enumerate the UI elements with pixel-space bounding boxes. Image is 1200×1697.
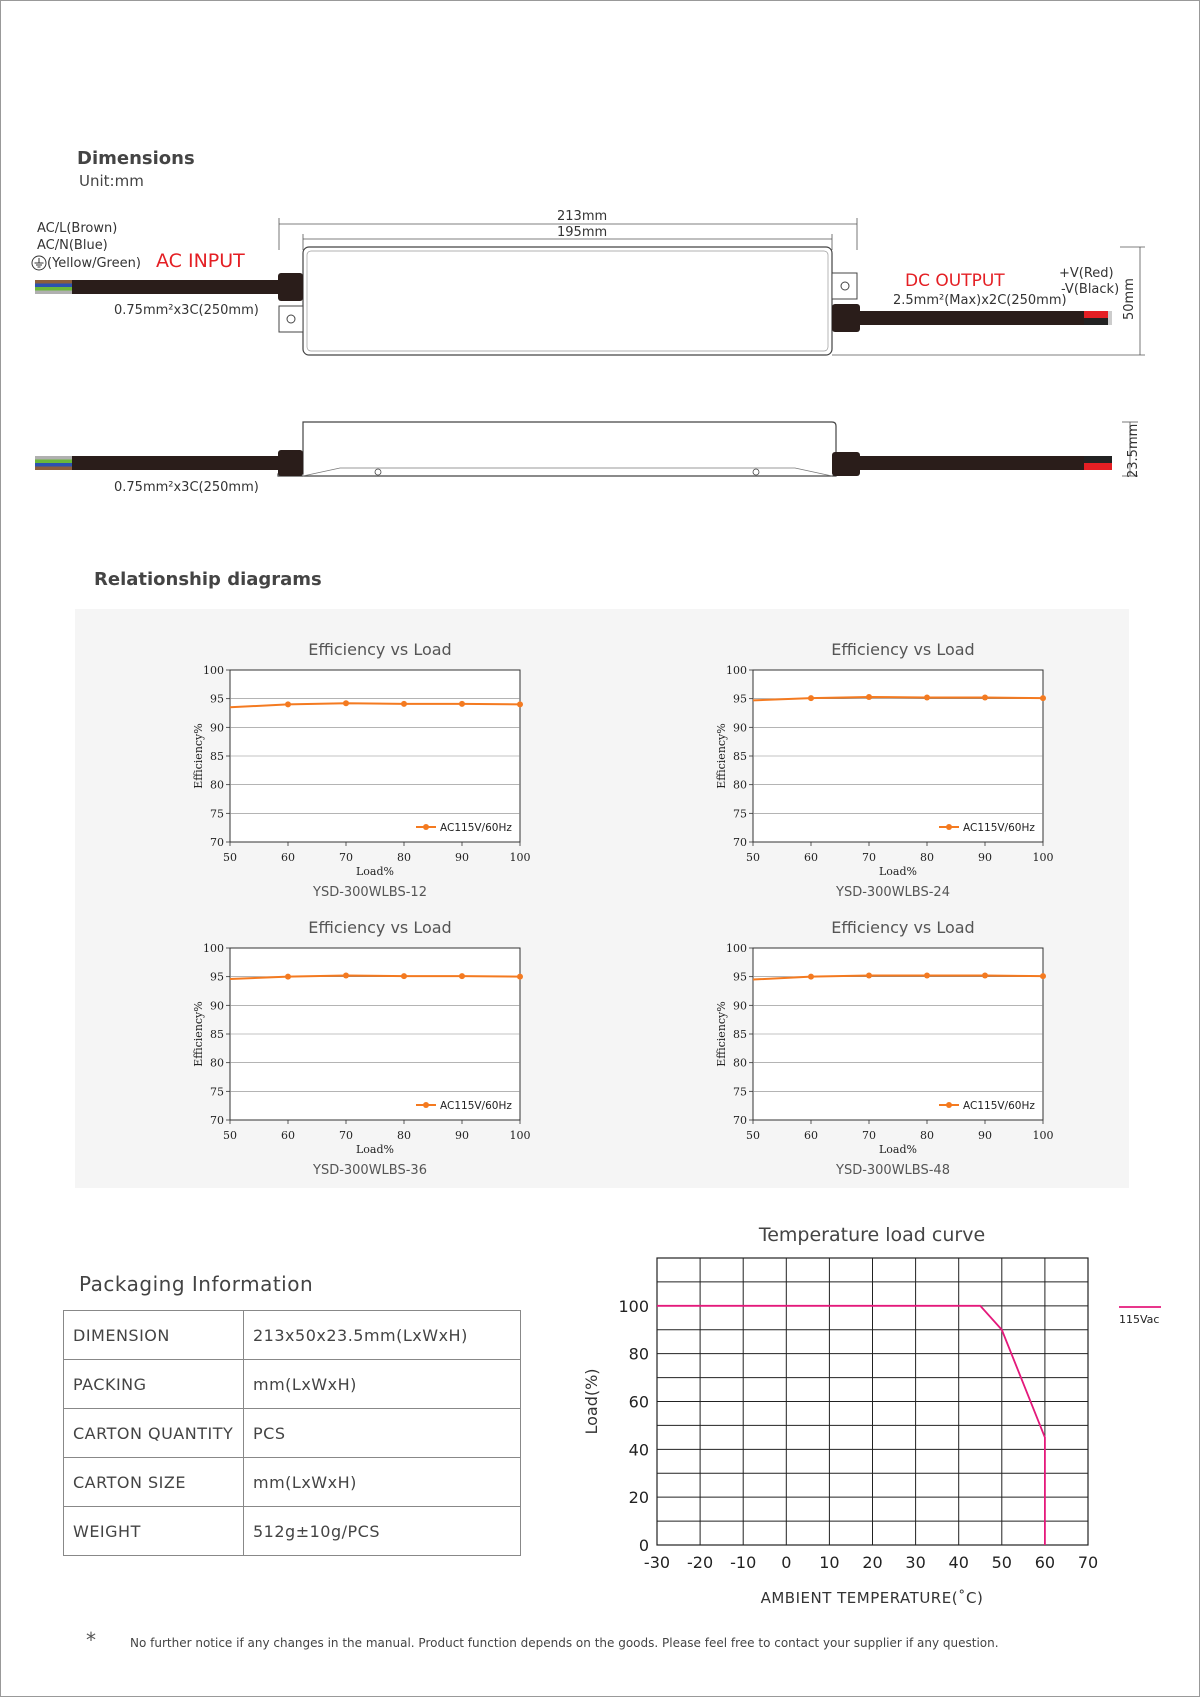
length-total: 213mm — [557, 209, 608, 224]
dc-wire-positive: +V(Red) — [1059, 266, 1114, 281]
data-point — [1040, 695, 1046, 701]
data-point — [866, 694, 872, 700]
y-tick-label: 20 — [628, 1488, 649, 1508]
y-tick-label: 60 — [628, 1392, 649, 1412]
y-tick-label: 70 — [210, 1114, 224, 1127]
data-point — [401, 973, 407, 979]
data-point — [517, 974, 523, 980]
legend-label: AC115V/60Hz — [963, 1100, 1035, 1112]
dimensions-unit: Unit:mm — [79, 172, 144, 190]
table-row — [64, 1458, 521, 1507]
data-point — [343, 973, 349, 979]
y-tick-label: 95 — [210, 970, 224, 984]
x-tick-label: 20 — [862, 1553, 883, 1572]
y-tick-label: 90 — [210, 721, 224, 735]
footnote-text: No further notice if any changes in the manual. Product function depends on the goods. Please feel free to contact your supplier if any question. — [130, 1636, 999, 1650]
y-tick-label: 40 — [628, 1440, 649, 1460]
table-row — [64, 1507, 521, 1556]
data-point — [982, 695, 988, 701]
legend-marker — [946, 1102, 952, 1108]
dc-output-label: DC OUTPUT — [905, 271, 1005, 291]
y-tick-label: 80 — [733, 1056, 747, 1070]
x-tick-label: 50 — [746, 1129, 760, 1142]
x-tick-label: 100 — [509, 851, 531, 864]
chart-title: Efficiency vs Load — [831, 640, 975, 659]
data-point — [459, 973, 465, 979]
legend-label: AC115V/60Hz — [963, 822, 1035, 834]
data-point — [866, 973, 872, 979]
model-label: YSD-300WLBS-36 — [313, 1163, 427, 1178]
dc-grommet — [832, 304, 860, 332]
chart-title: Efficiency vs Load — [831, 918, 975, 937]
x-tick-label: -20 — [687, 1553, 714, 1572]
x-tick-label: 50 — [746, 851, 760, 864]
y-tick-label: 90 — [733, 721, 747, 735]
x-tick-label: 70 — [339, 851, 353, 864]
x-tick-label: 100 — [1032, 1129, 1054, 1142]
packaging-key: WEIGHT — [64, 1507, 244, 1556]
chart-title: Efficiency vs Load — [308, 640, 452, 659]
model-label: YSD-300WLBS-12 — [313, 885, 427, 900]
y-tick-label: 100 — [618, 1296, 649, 1316]
data-point — [924, 695, 930, 701]
x-tick-label: 40 — [948, 1553, 969, 1572]
table-row — [64, 1409, 521, 1458]
x-tick-label: 90 — [455, 851, 469, 864]
y-tick-label: 95 — [733, 692, 747, 706]
y-tick-label: 90 — [733, 999, 747, 1013]
efficiency-chart-12 — [190, 637, 560, 902]
side-dc-cable — [860, 456, 1084, 470]
x-tick-label: 80 — [397, 1129, 411, 1142]
x-tick-label: 50 — [223, 1129, 237, 1142]
dc-cable — [860, 311, 1084, 325]
x-tick-label: 80 — [397, 851, 411, 864]
x-tick-label: 30 — [905, 1553, 926, 1572]
mounting-tab-left — [279, 306, 303, 332]
y-tick-label: 100 — [203, 942, 224, 955]
data-point — [517, 701, 523, 707]
x-tick-label: 70 — [862, 851, 876, 864]
data-point — [808, 974, 814, 980]
legend-label: AC115V/60Hz — [440, 822, 512, 834]
packaging-key: CARTON QUANTITY — [64, 1409, 244, 1458]
x-tick-label: 80 — [920, 851, 934, 864]
y-tick-label: 70 — [733, 836, 747, 849]
data-point — [459, 701, 465, 707]
x-tick-label: 60 — [281, 851, 295, 864]
dimensions-title: Dimensions — [77, 148, 195, 169]
x-axis-label: AMBIENT TEMPERATURE(˚C) — [760, 1589, 984, 1605]
packaging-key: CARTON SIZE — [64, 1458, 244, 1507]
y-tick-label: 100 — [726, 942, 747, 955]
y-axis-label: Load(%) — [582, 1368, 601, 1435]
temperature-load-chart — [575, 1215, 1175, 1605]
ac-input-label: AC INPUT — [156, 250, 245, 272]
x-tick-label: -30 — [643, 1553, 671, 1572]
model-label: YSD-300WLBS-48 — [836, 1163, 950, 1178]
data-point — [285, 701, 291, 707]
ac-wire-n: AC/N(Blue) — [37, 238, 108, 253]
footnote-star: * — [86, 1628, 96, 1652]
y-tick-label: 0 — [638, 1536, 649, 1555]
x-tick-label: 100 — [509, 1129, 531, 1142]
legend-marker — [423, 1102, 429, 1108]
y-tick-label: 80 — [733, 778, 747, 792]
x-tick-label: 90 — [978, 1129, 992, 1142]
y-tick-label: 80 — [210, 778, 224, 792]
data-point — [343, 700, 349, 706]
data-point — [924, 973, 930, 979]
table-row — [64, 1311, 521, 1360]
x-tick-label: 50 — [223, 851, 237, 864]
x-tick-label: -10 — [730, 1553, 757, 1572]
y-tick-label: 75 — [210, 1085, 224, 1099]
legend-marker — [946, 824, 952, 830]
x-tick-label: 100 — [1032, 851, 1054, 864]
y-tick-label: 100 — [203, 664, 224, 677]
ac-cable — [72, 280, 279, 294]
legend-marker — [423, 824, 429, 830]
y-tick-label: 85 — [210, 1028, 224, 1041]
packaging-value: PCS — [244, 1409, 521, 1458]
ground-icon — [32, 256, 46, 270]
y-tick-label: 95 — [210, 692, 224, 706]
legend-label: AC115V/60Hz — [440, 1100, 512, 1112]
side-ac-cable — [72, 456, 278, 470]
y-axis-label: Efficiency% — [192, 1001, 205, 1067]
width-dimension: 50mm — [1122, 278, 1137, 320]
data-point — [1040, 973, 1046, 979]
y-tick-label: 75 — [733, 1085, 747, 1099]
chart-title: Temperature load curve — [758, 1224, 986, 1246]
y-tick-label: 85 — [733, 1028, 747, 1041]
height-dimension: 23.5mm — [1126, 423, 1141, 478]
packaging-value: 512g±10g/PCS — [244, 1507, 521, 1556]
x-tick-label: 70 — [862, 1129, 876, 1142]
x-tick-label: 60 — [1034, 1553, 1056, 1572]
packaging-key: PACKING — [64, 1360, 244, 1409]
data-point — [401, 701, 407, 707]
side-cable-spec: 0.75mm²x3C(250mm) — [114, 480, 259, 495]
y-tick-label: 90 — [210, 999, 224, 1013]
y-tick-label: 75 — [733, 807, 747, 821]
efficiency-chart-48 — [713, 915, 1083, 1180]
x-axis-label: Load% — [879, 1143, 917, 1156]
psu-body-top — [303, 247, 832, 355]
efficiency-chart-24 — [713, 637, 1083, 902]
x-axis-label: Load% — [879, 865, 917, 878]
y-tick-label: 100 — [726, 664, 747, 677]
efficiency-chart-36 — [190, 915, 560, 1180]
x-axis-label: Load% — [356, 865, 394, 878]
ac-cable-spec: 0.75mm²x3C(250mm) — [114, 303, 259, 318]
table-row — [64, 1360, 521, 1409]
x-tick-label: 60 — [804, 1129, 818, 1142]
x-tick-label: 10 — [819, 1553, 840, 1572]
chart-title: Efficiency vs Load — [308, 918, 452, 937]
packaging-table — [63, 1310, 521, 1556]
y-axis-label: Efficiency% — [715, 1001, 728, 1067]
x-tick-label: 80 — [920, 1129, 934, 1142]
y-tick-label: 95 — [733, 970, 747, 984]
x-tick-label: 60 — [281, 1129, 295, 1142]
packaging-value: mm(LxWxH) — [244, 1458, 521, 1507]
legend-label: 115Vac — [1119, 1313, 1160, 1326]
ac-wire-ground: (Yellow/Green) — [47, 256, 141, 271]
x-axis-label: Load% — [356, 1143, 394, 1156]
packaging-value: 213x50x23.5mm(LxWxH) — [244, 1311, 521, 1360]
dc-wire-negative: -V(Black) — [1061, 282, 1120, 297]
x-tick-label: 50 — [991, 1553, 1012, 1572]
ac-wire-l: AC/L(Brown) — [37, 221, 118, 236]
x-tick-label: 90 — [455, 1129, 469, 1142]
x-tick-label: 0 — [781, 1553, 792, 1572]
packaging-title: Packaging Information — [79, 1272, 314, 1296]
mounting-tab-right — [832, 273, 857, 299]
data-point — [285, 974, 291, 980]
data-point — [808, 695, 814, 701]
y-tick-label: 70 — [210, 836, 224, 849]
y-tick-label: 70 — [733, 1114, 747, 1127]
y-tick-label: 80 — [628, 1344, 649, 1364]
x-tick-label: 70 — [1077, 1553, 1099, 1572]
relationship-title: Relationship diagrams — [94, 569, 322, 590]
y-axis-label: Efficiency% — [192, 723, 205, 789]
model-label: YSD-300WLBS-24 — [836, 885, 950, 900]
y-axis-label: Efficiency% — [715, 723, 728, 789]
packaging-value: mm(LxWxH) — [244, 1360, 521, 1409]
data-point — [982, 973, 988, 979]
y-tick-label: 80 — [210, 1056, 224, 1070]
y-tick-label: 85 — [733, 750, 747, 763]
packaging-key: DIMENSION — [64, 1311, 244, 1360]
ac-grommet — [278, 273, 303, 301]
length-inner: 195mm — [557, 225, 608, 240]
dc-cable-spec: 2.5mm²(Max)x2C(250mm) — [893, 293, 1067, 308]
x-tick-label: 70 — [339, 1129, 353, 1142]
x-tick-label: 60 — [804, 851, 818, 864]
y-tick-label: 75 — [210, 807, 224, 821]
x-tick-label: 90 — [978, 851, 992, 864]
y-tick-label: 85 — [210, 750, 224, 763]
